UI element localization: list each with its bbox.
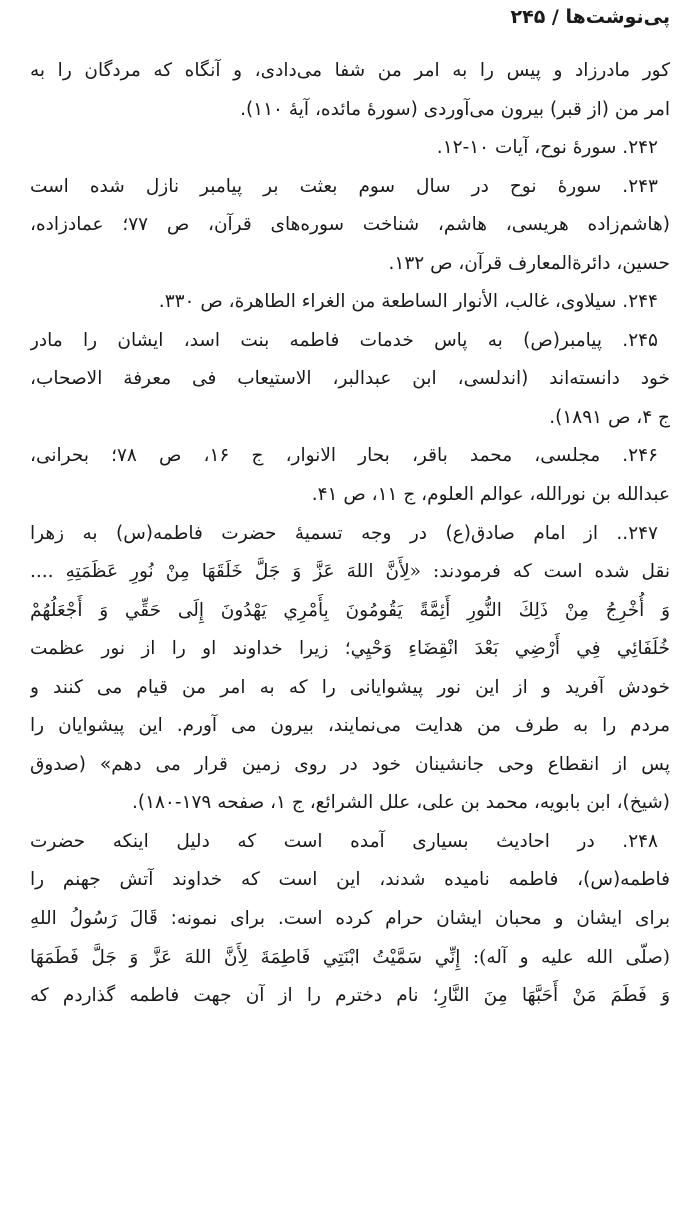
text-line: نقل شده است که فرمودند: «لِأَنَّ اللهَ عَزَّ وَ جَلَّ خَلَقَهَا مِنْ نُورِ عَظَمَتِهِ .... bbox=[30, 561, 670, 583]
text-line: (هاشم‌زاده هریسی، هاشم، شناخت سوره‌های قرآن، ص ۷۷؛ عمادزاده، bbox=[30, 214, 670, 236]
text-line: مردم را به طرف من هدایت می‌نمایند، بیرون می آورم. این پیشوایان را bbox=[30, 715, 670, 737]
text-line: کور مادرزاد و پیس را به امر من شفا می‌دادی، و آنگاه که مردگان را به bbox=[30, 60, 670, 81]
endnote-247: ۲۴۷.. از امام صادق(ع) در وجه تسمیهٔ حضرت فاطمه(س) به زهرا bbox=[30, 522, 658, 544]
endnote-246: ۲۴۶. مجلسی، محمد باقر، بحار الانوار، ج ۱۶، ص ۷۸؛ بحرانی، bbox=[30, 445, 658, 467]
text-line: عبدالله بن نورالله، عوالم العلوم، ج ۱۱، ص ۴۱. bbox=[311, 484, 670, 506]
text-line: پس از انقطاع وحی جانشینان خود در روی زمین قرار می دهم» (صدوق bbox=[30, 753, 670, 775]
text-line: ج ۴، ص ۱۸۹۱). bbox=[549, 406, 670, 428]
endnote-244: ۲۴۴. سیلاوی، غالب، الأنوار الساطعة من الغراء الطاهرة، ص ۳۳۰. bbox=[158, 291, 658, 313]
text-line: فاطمه(س)، فاطمه نامیده شدند، این است که خداوند آتش جهنم را bbox=[30, 869, 670, 891]
endnote-242: ۲۴۲. سورهٔ نوح، آیات ۱۰-۱۲. bbox=[436, 137, 658, 159]
text-line: خود دانسته‌اند (اندلسی، ابن عبدالبر، الاستیعاب فی معرفة الاصحاب، bbox=[30, 368, 670, 390]
endnote-248: ۲۴۸. در احادیث بسیاری آمده است که دلیل اینکه حضرت bbox=[30, 830, 658, 852]
endnote-245: ۲۴۵. پیامبر(ص) به پاس خدمات فاطمه بنت اسد، ایشان را مادر bbox=[30, 329, 658, 351]
running-header: پی‌نوشت‌ها / ۲۴۵ bbox=[510, 6, 670, 28]
text-line: حسین، دائرةالمعارف قرآن، ص ۱۳۲. bbox=[388, 252, 670, 274]
text-line: وَ أُخْرِجُ مِنْ ذَلِكَ النُّورِ أَئِمَّةً يَقُومُونَ بِأَمْرِي يَهْدُونَ إِلَى حَقِّي وَ أَجْعَلُهُمْ bbox=[30, 599, 670, 621]
text-line: (شیخ)، ابن بابویه، محمد بن علی، علل الشرائع، ج ۱، صفحه ۱۷۹-۱۸۰). bbox=[131, 792, 670, 814]
endnote-243: ۲۴۳. سورهٔ نوح در سال سوم بعثت بر پیامبر نازل شده است bbox=[30, 175, 658, 197]
text-line: امر من (از قبر) بیرون می‌آوردی (سورهٔ مائده، آیهٔ ۱۱۰). bbox=[240, 98, 670, 120]
text-line: وَ فَطَمَ مَنْ أَحَبَّهَا مِنَ النَّارِ؛ نام دخترم را از آن جهت فاطمه گذاردم که bbox=[30, 985, 670, 1007]
text-line: (صلّی الله علیه و آله): إِنِّي سَمَّيْتُ ابْنَتِي فَاطِمَةَ لِأَنَّ اللهَ عَزَّ وَ جَلَّ فَطَمَهَا bbox=[30, 946, 670, 968]
text-line: خودش آفرید و از این نور پیشوایانی را که به امر من قیام می کنند و bbox=[30, 676, 670, 698]
text-line: خُلَفَائِي فِي أَرْضِي بَعْدَ انْقِضَاءِ وَحْيِي؛ زیرا خداوند او را از نور عظمت bbox=[30, 638, 670, 660]
text-line: برای ایشان و محبان ایشان حرام کرده است. برای نمونه: قَالَ رَسُولُ اللهِ bbox=[30, 908, 670, 930]
endnotes-body bbox=[30, 52, 670, 1016]
